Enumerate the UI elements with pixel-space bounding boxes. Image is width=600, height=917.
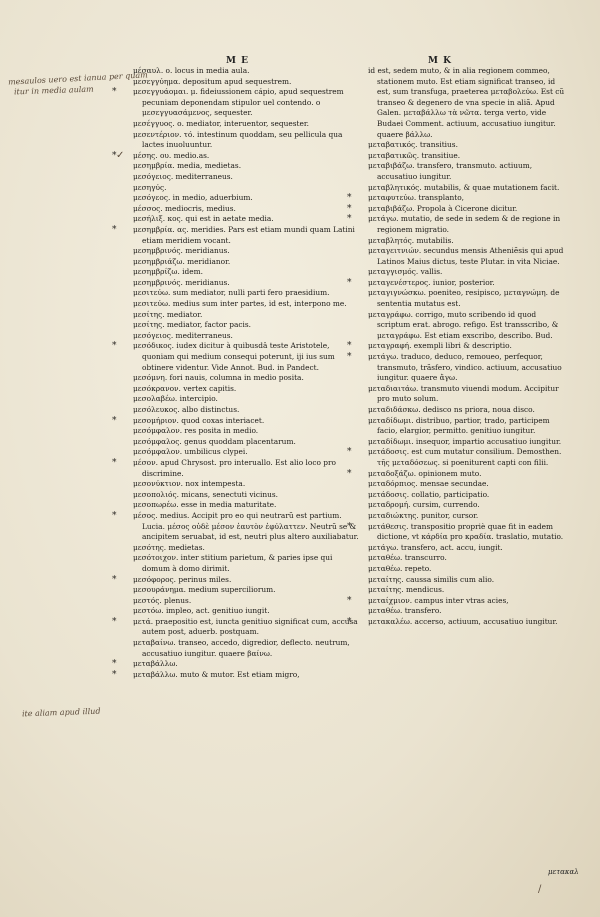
dictionary-entry: μετάγω. transfero, act. accu, iungit. — [368, 542, 503, 552]
dictionary-entry: μεταθέω. transfero. — [368, 606, 442, 616]
dictionary-entry: μεσημβρίζω. idem. — [133, 267, 203, 277]
dictionary-entry: μεταδόρπιος. mensae secundae. — [368, 479, 489, 489]
dictionary-entry: * μεσημβρία. ας. meridies. Pars est etiam mundi quam Latini etiam meridiem vocant. — [133, 225, 361, 246]
handwritten-note: itur in media aulam — [13, 84, 94, 97]
dictionary-entry: * μετάγω. traduco, deduco, remoueo, perfequor, transmuto, trãsfero, vindico. actiuum, accusatiuo iungitur. quaere ἄγω. — [368, 352, 566, 384]
dictionary-entry: μεσήλιξ. κος. qui est in aetate media. — [133, 214, 274, 224]
dictionary-entry: μεσότοιχον. inter stitium parietum, & paries ipse qui domum à domo dirimit. — [133, 553, 333, 573]
dictionary-entry: μεσόμφαλον. res posita in medio. — [133, 426, 259, 436]
handwritten-note: mesaulos uero est ianua per quam — [7, 70, 148, 87]
dictionary-entry: μεταγράφω. corrigo, muto scribendo id quod scriptum erat. abrogo. refigo. Est transscribo, & μεταγράφω. Est etiam exscribo, describo. Bud. — [368, 309, 559, 340]
dictionary-entry: μεσόγειος. mediterraneus. — [133, 330, 233, 340]
dictionary-entry: * μετά. praepositio est, iuncta genitiuo significat cum, accusa autem post, aduerb. postquam. — [133, 617, 361, 638]
catchword: μετακαλ — [548, 868, 579, 876]
right-column — [368, 66, 566, 627]
dictionary-entry: * μεταδοξάζω. opinionem muto. — [368, 469, 566, 480]
dictionary-entry: μεσόγεος. in medio, aduerbium. — [133, 193, 253, 203]
dictionary-entry: * μεσόδικος. iudex dicitur à quibusdâ teste Aristotele, quoniam qui medium consequi poterunt, iji ius sum obtinere videntur. Vide Annot. Bud. in Pandect. — [133, 341, 361, 373]
dictionary-entry: μεταβατικῶς. transitiue. — [368, 150, 461, 160]
dictionary-entry: μεσόμφαλος. genus quoddam placentarum. — [133, 436, 296, 446]
dictionary-entry: μεσιτεύω. sum mediator, nulli parti fero praesidium. — [133, 288, 330, 298]
dictionary-entry: μεσημβριάζω. meridianor. — [133, 256, 231, 266]
dictionary-entry: μεσίτης. mediator, factor pacis. — [133, 320, 252, 330]
dictionary-entry: * μετακαλέω. accerso, actiuum, accusatiuo iungitur. — [368, 617, 566, 628]
dictionary-entry: * μεταβάλλω. — [133, 659, 361, 670]
dictionary-entry: * μέσης. ου. medio.as. — [133, 151, 361, 162]
dictionary-entry: * μεταίχμιον. campus inter vtras acies, — [368, 596, 566, 607]
dictionary-entry: μεταβαίνω. transeo, accedo, digredior, deflecto. neutrum, accusatiuo iungitur. quaere βαίνω. — [133, 638, 350, 658]
dictionary-entry: * μεσομήριον. quod coxas interiacet. — [133, 416, 361, 427]
dictionary-entry: μέσαυλ. ο. locus in media aula. — [133, 66, 250, 75]
dictionary-entry: μεσοπωρέω. esse in media maturitate. — [133, 500, 277, 510]
dictionary-entry: * μέσον. apud Chrysost. pro interuallo. Est alio loco pro discrimine. — [133, 458, 361, 479]
dictionary-entry: μεταθέω. transcurro. — [368, 553, 447, 563]
dictionary-entry: * μέσος. medius. Accipit pro eo qui neutrarũ est partium. Lucia. μέσος οὐδὲ μέσον ἑαυτὸν ἐφύλαττεν. Neutrũ se & ancipitem seruabat, id est, neutri plus altero auxiliabatur. — [133, 511, 361, 543]
dictionary-entry: μεσέγγυος. ο. mediator, interuentor, sequester. — [133, 118, 309, 128]
dictionary-entry: μεσονύκτιον. nox intempesta. — [133, 479, 246, 489]
check-mark: ✓ — [116, 150, 125, 161]
page-header-left: M E — [226, 56, 249, 66]
dictionary-entry: μεσόμφαλον. umbilicus clypei. — [133, 447, 248, 457]
dictionary-entry: * μεταγραφή. exempli libri & descriptio. — [368, 341, 566, 352]
dictionary-entry: * μεταβάλλω. muto & mutor. Est etiam migro, — [133, 670, 361, 681]
dictionary-entry: μεσόμνη. fori nauis, columna in medio posita. — [133, 373, 304, 383]
dictionary-entry: μεσόγειος. mediterraneus. — [133, 171, 233, 181]
dictionary-entry: μεταδιδάσκω. dedisco ns priora, noua disco. — [368, 405, 535, 414]
dictionary-entry: * μεσεγγυάομαι. μ. fideiussionem cápio, apud sequestrem pecuniam deponendam stipulor uel contendo. ο μεσεγγυασάμενος, sequester. — [133, 87, 361, 119]
dictionary-entry: μεσεγγύημα. depositum apud sequestrem. — [133, 76, 292, 86]
dictionary-entry: μεταβατικός. transitius. — [368, 140, 458, 150]
dictionary-entry: μεστός. plenus. — [133, 595, 192, 605]
dictionary-entry: μεσοπολιός. micans, senectuti vicinus. — [133, 489, 279, 499]
dictionary-entry: μεσότης. medietas. — [133, 542, 205, 552]
dictionary-entry: μεσημβρινός. meridianus. — [133, 277, 230, 287]
pen-mark: / — [538, 884, 542, 895]
dictionary-entry: μεταδίδωμι. distribuo, partior, trado, participem facio, elargior, permitto. genitiuo iungitur. — [368, 415, 550, 436]
dictionary-entry: μεταβιβάζω. transfero, transmuto. actiuum, accusatiuo iungitur. — [368, 161, 533, 181]
dictionary-entry: μεσεντέριον. τό. intestinum quoddam, seu pellicula qua lactes inuoluuntur. — [133, 129, 343, 150]
dictionary-entry: μεταγγισμός. vallis. — [368, 267, 443, 277]
dictionary-entry: * μεταφυτεύω. transplanto, — [368, 193, 566, 204]
dictionary-entry: μεταβλητός. mutabilis. — [368, 235, 454, 245]
dictionary-entry: * μετάθεσις. transpositio propriè quae fit in eadem dictione, vt κάρδία pro κραδία. traslatio, mutatio. — [368, 522, 566, 543]
dictionary-entry: * μετάγω. mutatio, de sede in sedem & de regione in regionem migratio. — [368, 214, 566, 235]
dictionary-entry: μεταδιώκτης. punitor, cursor. — [368, 510, 479, 520]
dictionary-entry: * μεταγενέστερος. iunior, posterior. — [368, 278, 566, 289]
dictionary-entry: μεσόλευκος. albo distinctus. — [133, 405, 240, 414]
dictionary-entry: μέσσος. mediocris, medius. — [133, 203, 236, 213]
dictionary-entry: μεταθέω. repeto. — [368, 563, 432, 573]
dictionary-entry: μεταγιγνώσκω. poeniteo, resipisco, μεταγνώμη. de sententia mutatus est. — [368, 288, 560, 309]
dictionary-entry: μεσιτεύω. medius sum inter partes, id est, interpono me. — [133, 299, 347, 309]
dictionary-entry: μεσόκρανον. vertex capitis. — [133, 383, 237, 393]
dictionary-entry: id est, sedem muto, & in alia regionem commeo, stationem muto. Est etiam significat transeo, id est, sum transfuga, praeterea μεταβολεύω. Est cũ transeo & degenero de vna specie in aliã. Apud Galen. μεταβάλλω τὰ νῶτα. terga verto, vide Budaei Comment. actiuum, accusatiuo iungitur. quaere βάλλω. — [368, 66, 565, 139]
page-header-right: M K — [428, 56, 452, 66]
dictionary-entry: μεταδίδωμι. insequor, impartio accusatiuo iungitur. — [368, 436, 562, 446]
dictionary-entry: μεσημβρινός. meridianus. — [133, 246, 230, 256]
dictionary-entry: μεταίτης. mendicus. — [368, 585, 445, 595]
dictionary-entry: * μεταβιβάζω. Propola à Cicerone dicitur. — [368, 204, 566, 215]
dictionary-entry: μεταδρομή. cursim, currendo. — [368, 500, 480, 510]
dictionary-entry: μεταίτης. caussa similis cum alio. — [368, 574, 495, 584]
dictionary-entry: μεταδιαιτάω. transmuto viuendi modum. Accipitur pro muto solum. — [368, 383, 559, 404]
dictionary-entry: μεσημβρία. media, medietas. — [133, 161, 242, 171]
dictionary-entry: μεσολαβέω. intercipio. — [133, 394, 218, 404]
dictionary-entry: μεταγειτνιών. secundus mensis Atheniẽsis qui apud Latinos Maius dictus, teste Plutar. in vita Niciae. — [368, 246, 564, 266]
dictionary-entry: μεσουράνημα. medium superciliorum. — [133, 585, 276, 595]
left-column — [133, 66, 361, 680]
dictionary-entry: μεστόω. impleo, act. genitiuo iungit. — [133, 606, 270, 616]
handwritten-note: ite aliam apud illud — [21, 706, 101, 719]
dictionary-entry: μεσίτης. mediator. — [133, 309, 203, 319]
dictionary-entry: μεσηγύς. — [133, 182, 167, 192]
dictionary-entry: * μετάδοσις. est cum mutatur consilium. Demosthen. τῆς μεταδόσεως. si poeniturent capti con filii. — [368, 447, 566, 468]
dictionary-entry: μεταβλητικός. mutabilis, & quae mutationem facit. — [368, 182, 560, 192]
dictionary-entry: μετάδοσις. collatio, participatio. — [368, 489, 490, 499]
dictionary-entry: * μεσόφορος. perinus miles. — [133, 575, 361, 586]
